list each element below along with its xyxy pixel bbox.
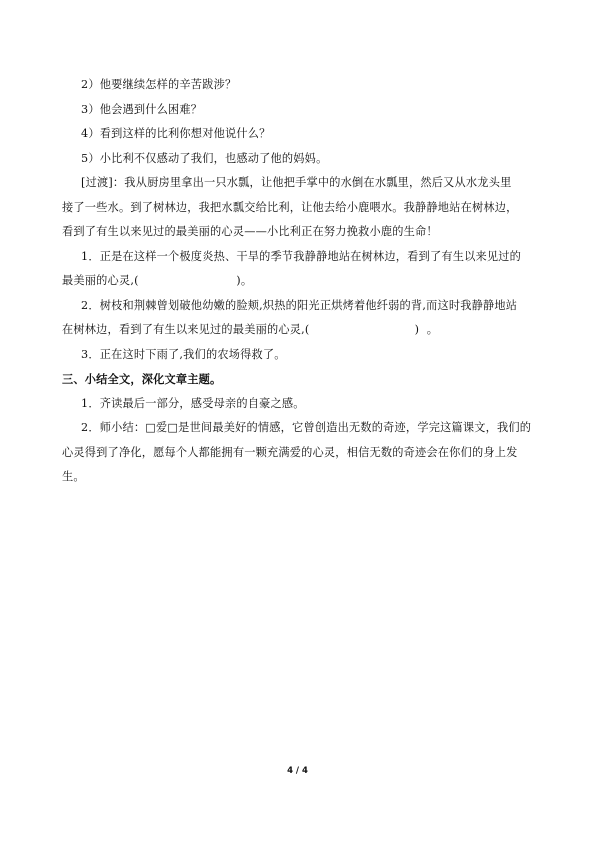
question-5: 5）小比利不仅感动了我们，也感动了他的妈妈。	[81, 151, 328, 165]
transition-line-1: [过渡]：我从厨房里拿出一只水瓢，让他把手掌中的水倒在水瓢里，然后又从水龙头里	[81, 176, 512, 189]
question-4: 4）看到这样的比利你想对他说什么？	[81, 127, 271, 140]
exercise-1-line-1: 1．正是在这样一个极度炎热、干旱的季节我静静地站在树林边，看到了有生以来见过的	[81, 249, 522, 263]
summary-item-2-line-2: 心灵得到了净化，愿每个人都能拥有一颗充满爱的心灵，相信无数的奇迹会在你们的身上发	[62, 445, 518, 459]
document-body	[62, 75, 537, 492]
exercise-1-line-2: 最美丽的心灵,( )。	[62, 274, 253, 287]
question-2: 2）他要继续怎样的辛苦跋涉？	[81, 78, 237, 91]
summary-item-2-line-3: 生。	[62, 470, 85, 483]
exercise-2-line-2: 在树林边，看到了有生以来见过的最美丽的心灵,( ) 。	[62, 323, 439, 336]
transition-line-3: 看到了有生以来见过的最美丽的心灵——小比利正在努力挽救小鹿的生命！	[62, 225, 438, 238]
exercise-2-line-1: 2．树枝和荆棘曾划破他幼嫩的脸颊,炽热的阳光正烘烤着他纤弱的背,而这时我静静地站	[81, 298, 518, 312]
summary-item-2-line-1: 2．师小结：□爱□是世间最美好的情感，它曾创造出无数的奇迹，学完这篇课文，我们的	[81, 421, 532, 434]
summary-item-1: 1．齐读最后一部分，感受母亲的自豪之感。	[81, 396, 305, 410]
transition-line-2: 接了一些水。到了树林边，我把水瓢交给比利，让他去给小鹿喂水。我静静地站在树林边，	[62, 200, 518, 214]
section-heading: 三、小结全文，深化文章主题。	[62, 372, 222, 386]
exercise-3: 3．正在这时下雨了,我们的农场得救了。	[81, 347, 286, 361]
page-number: 4 / 4	[287, 766, 308, 776]
question-3: 3）他会遇到什么困难？	[81, 102, 203, 116]
